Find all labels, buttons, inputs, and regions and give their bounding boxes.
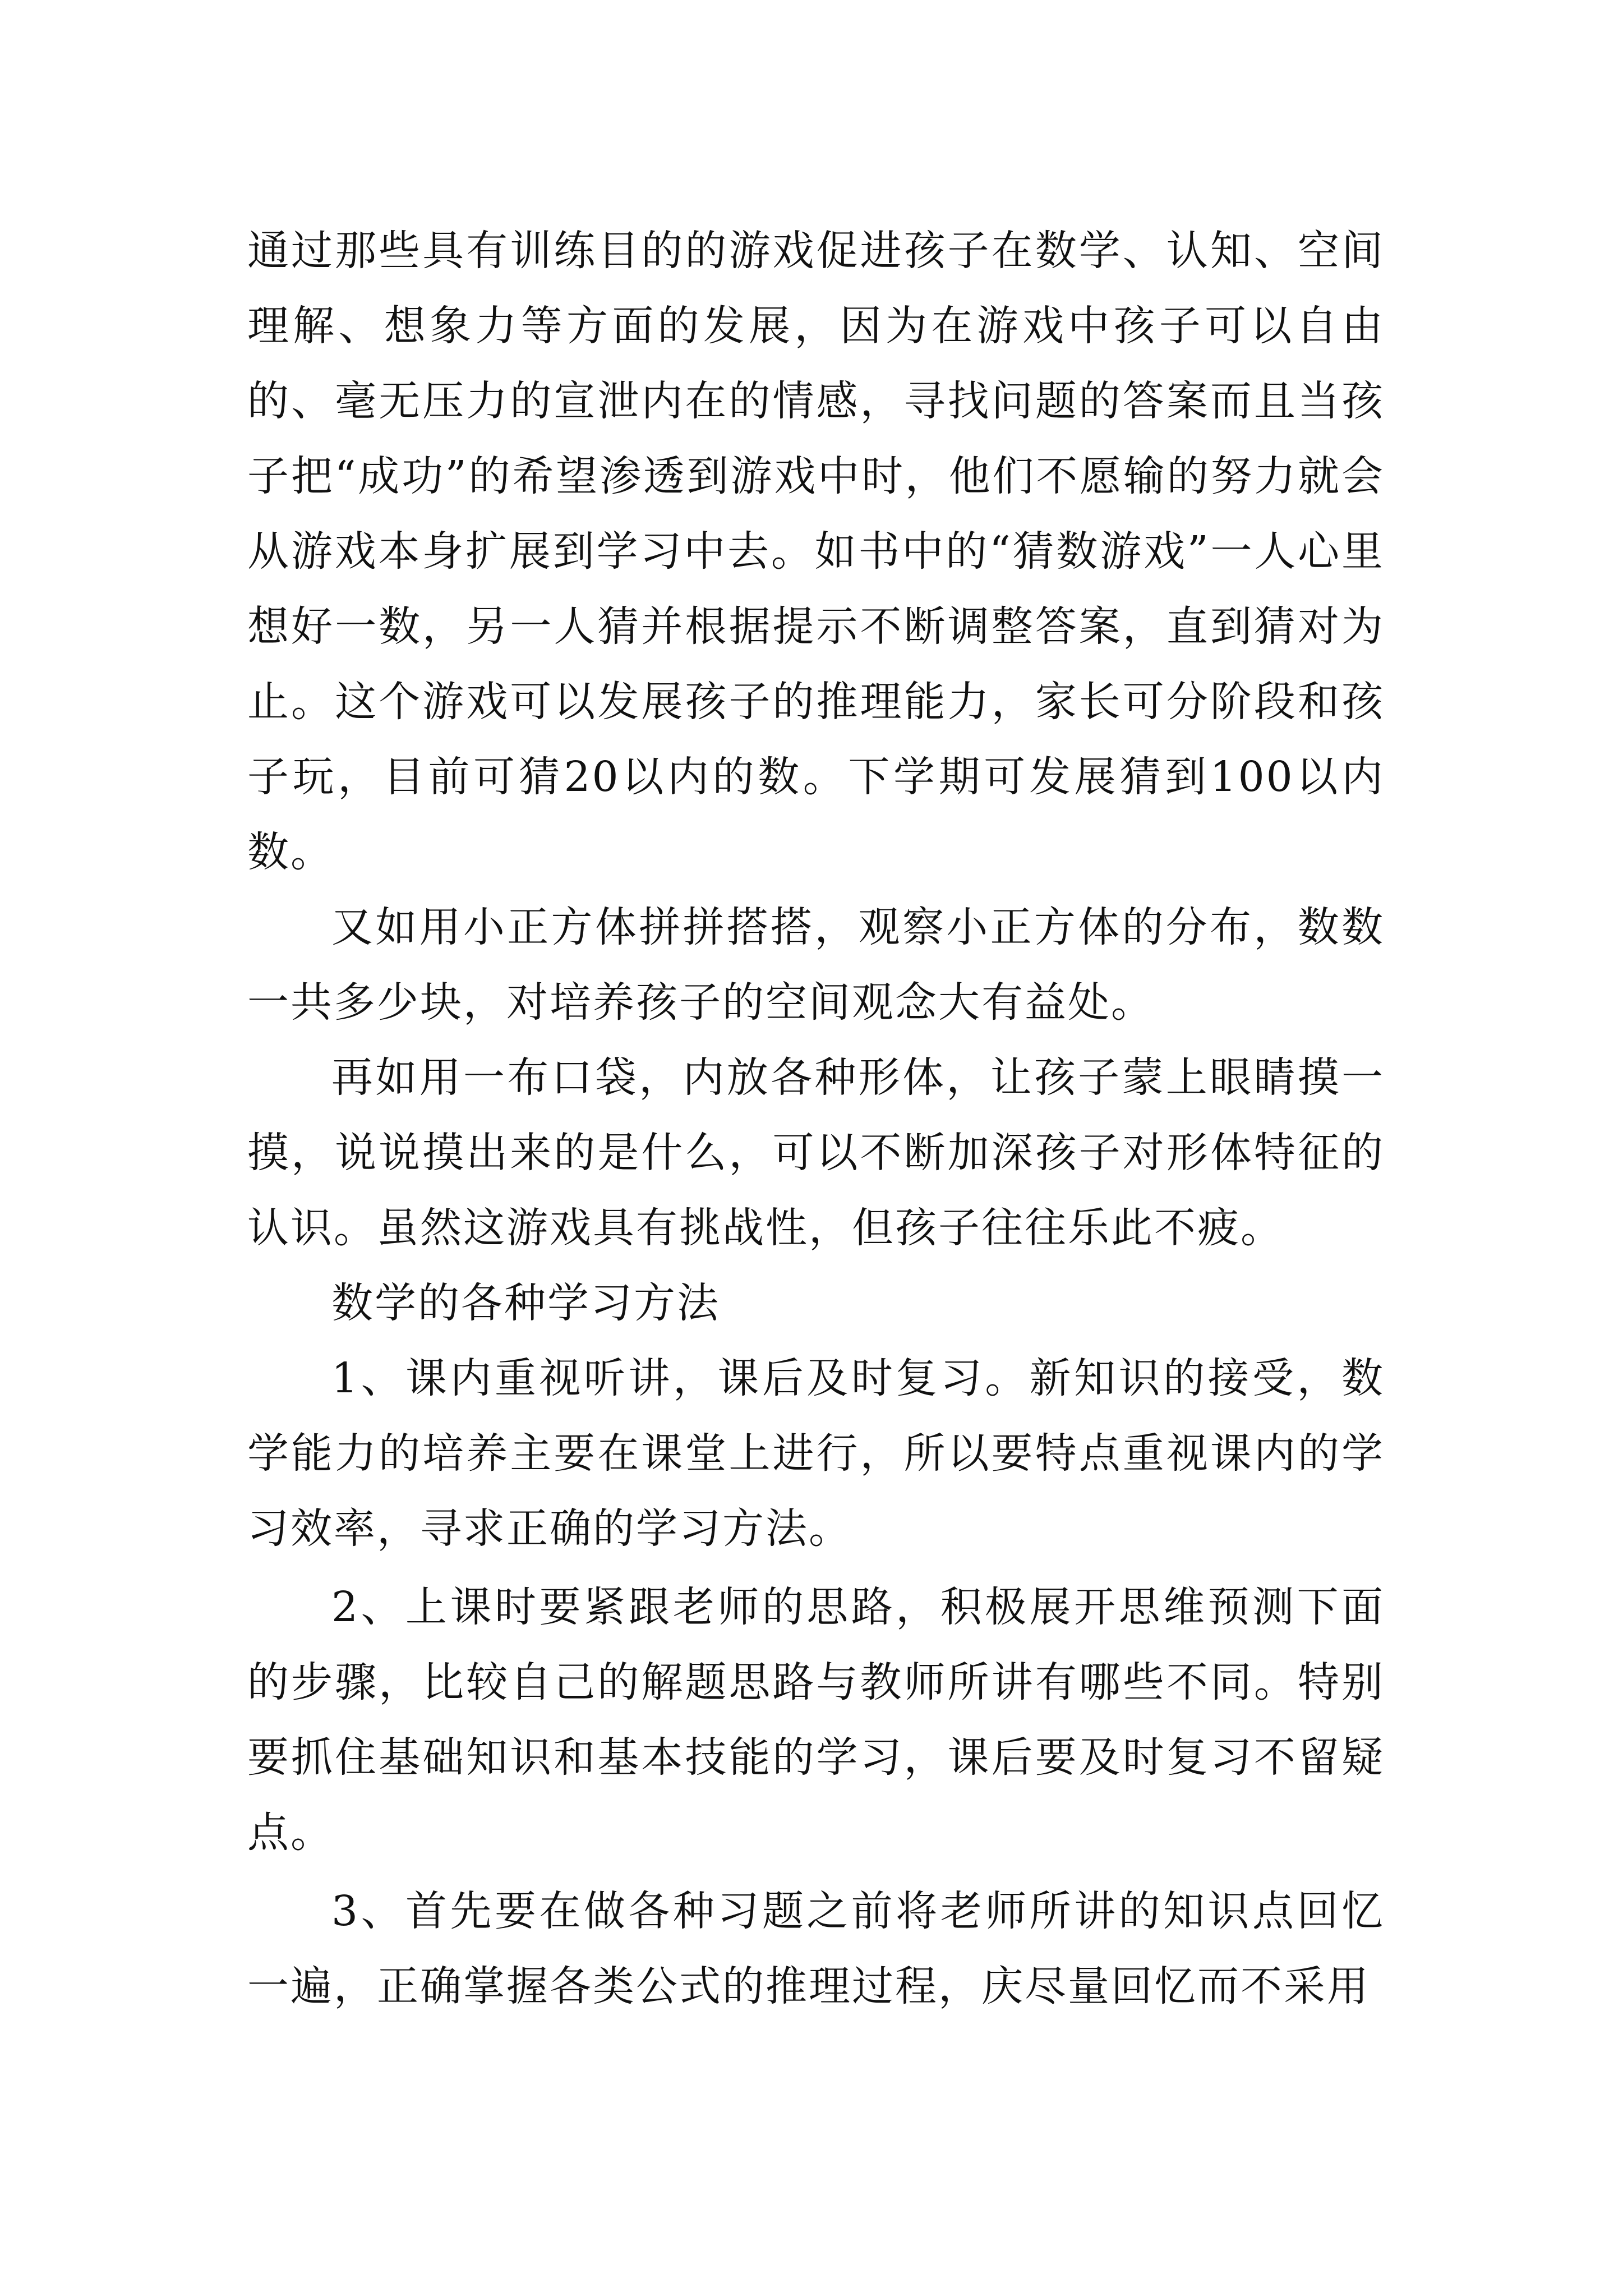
paragraph-method-2: 2、上课时要紧跟老师的思路，积极展开思维预测下面的步骤，比较自己的解题思路与教师所讲有哪些不同。特别要抓住基础知识和基本技能的学习，课后要及时复习不留疑点。: [247, 1583, 1385, 1857]
document-body: [247, 213, 1385, 2024]
section-heading-study-methods: 数学的各种学习方法: [331, 1279, 720, 1327]
paragraph-bag-game: 再如用一布口袋，内放各种形体，让孩子蒙上眼睛摸一摸，说说摸出来的是什么，可以不断加深孩子对形体特征的认识。虽然这游戏具有挑战性，但孩子往往乐此不疲。: [247, 1053, 1385, 1252]
paragraph-cube-game: 又如用小正方体拼拼搭搭，观察小正方体的分布，数数一共多少块，对培养孩子的空间观念大有益处。: [247, 903, 1385, 1027]
paragraph-method-1: 1、课内重视听讲，课后及时复习。新知识的接受，数学能力的培养主要在课堂上进行，所以要特点重视课内的学习效率，寻求正确的学习方法。: [247, 1354, 1385, 1553]
paragraph-games-intro: 通过那些具有训练目的的游戏促进孩子在数学、认知、空间理解、想象力等方面的发展，因为在游戏中孩子可以自由的、毫无压力的宣泄内在的情感，寻找问题的答案而且当孩子把“成功”的希望渗透到游戏中时，他们不愿输的努力就会从游戏本身扩展到学习中去。如书中的“猜数游戏”一人心里想好一数，另一人猜并根据提示不断调整答案，直到猜对为止。这个游戏可以发展孩子的推理能力，家长可分阶段和孩子玩，目前可猜20以内的数。下学期可发展猜到100以内数。: [247, 227, 1385, 876]
paragraph-method-3: 3、首先要在做各种习题之前将老师所讲的知识点回忆一遍，正确掌握各类公式的推理过程，庆尽量回忆而不采用: [247, 1887, 1385, 2010]
